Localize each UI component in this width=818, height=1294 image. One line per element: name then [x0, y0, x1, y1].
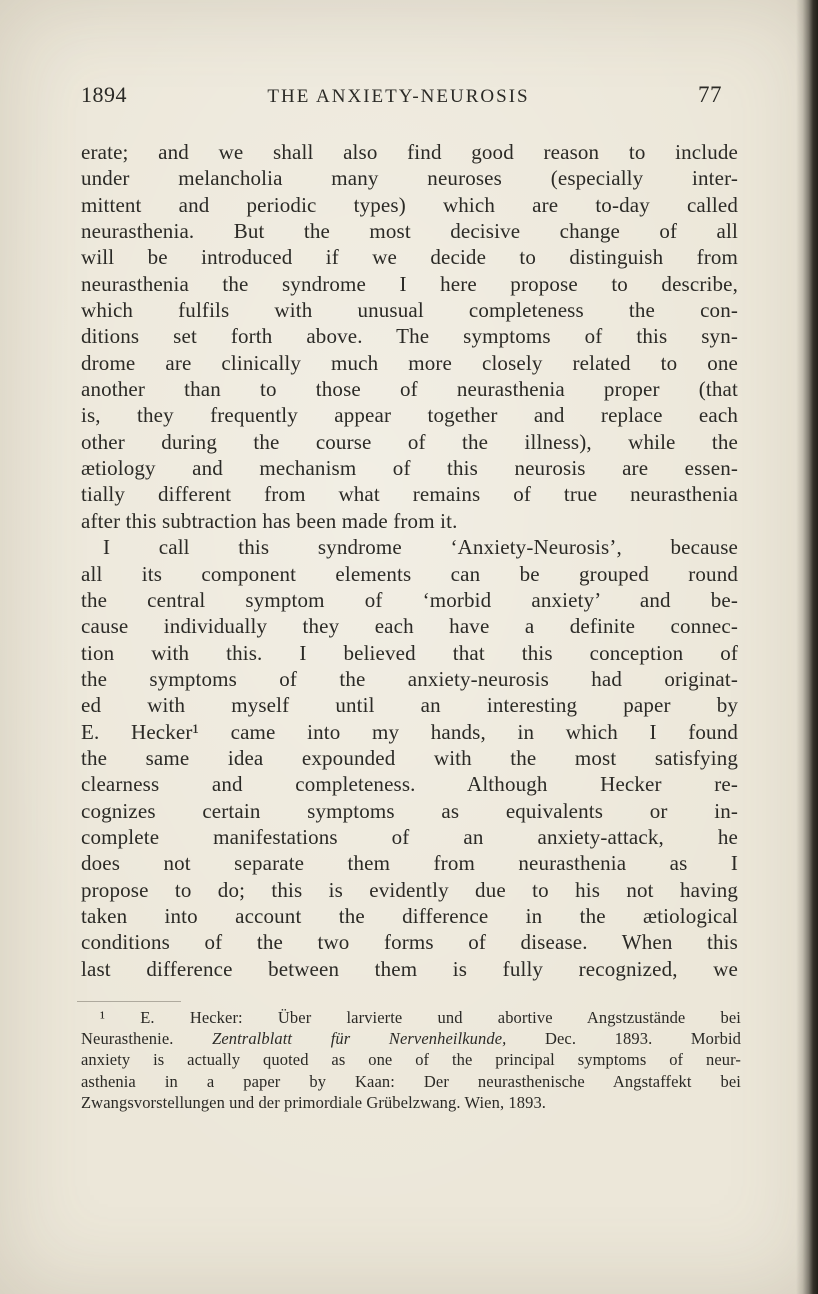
text-line: cause individually they each have a definite connec- [81, 614, 738, 639]
footnote-rule [77, 1001, 181, 1002]
text-line: will be introduced if we decide to distinguish from [81, 245, 738, 270]
text-line: clearness and completeness. Although Hecker re- [81, 772, 738, 797]
text-line: complete manifestations of an anxiety-attack, he [81, 824, 738, 849]
text-line: other during the course of the illness), while the [81, 429, 738, 454]
text-line: ætiology and mechanism of this neurosis are essen- [81, 456, 738, 481]
text-line: tion with this. I believed that this conception of [81, 640, 738, 665]
text-line: mittent and periodic types) which are to-day called [81, 192, 738, 217]
text-line: I call this syndrome ‘Anxiety-Neurosis’, because [103, 535, 738, 560]
text-line: is, they frequently appear together and replace each [81, 403, 738, 428]
footnote-line: Zwangsvorstellungen und der primordiale Grübelzwang. Wien, 1893. [81, 1092, 547, 1112]
text-line: which fulfils with unusual completeness the con- [81, 298, 738, 323]
text-line: the same idea expounded with the most satisfying [81, 745, 738, 770]
footnote [81, 1007, 741, 1113]
book-page-edge-shadow [796, 0, 818, 1294]
text-line: another than to those of neurasthenia proper (that [81, 377, 738, 402]
journal-title: Zentralblatt für Nervenheilkunde, [212, 1029, 507, 1049]
paragraph-1 [81, 139, 738, 534]
running-title: THE ANXIETY-NEUROSIS [267, 86, 530, 107]
footnote-line [81, 1028, 741, 1049]
page-number: 77 [698, 82, 722, 107]
text-line: ed with myself until an interesting paper by [81, 693, 738, 718]
text-line: under melancholia many neuroses (especially inter- [81, 166, 738, 191]
text-line: tially different from what remains of true neurasthenia [81, 482, 738, 507]
text-line: ditions set forth above. The symptoms of this syn- [81, 324, 738, 349]
page-body [81, 139, 738, 982]
text-line: does not separate them from neurasthenia as I [81, 851, 738, 876]
text-line: E. Hecker¹ came into my hands, in which I found [81, 719, 738, 744]
footnote-text-segment: Neurasthenie. [81, 1029, 213, 1049]
footnote-text-segment: Dec. 1893. Morbid [506, 1029, 741, 1049]
text-line: drome are clinically much more closely related to one [81, 350, 738, 375]
running-head [81, 82, 738, 108]
footnote-line: anxiety is actually quoted as one of the principal symptoms of neur- [81, 1050, 741, 1070]
paragraph-2 [81, 534, 738, 982]
text-line: conditions of the two forms of disease. When this [81, 930, 738, 955]
text-line: cognizes certain symptoms as equivalents or in- [81, 798, 738, 823]
text-line: neurasthenia the syndrome I here propose to describe, [81, 271, 738, 296]
footnote-line: asthenia in a paper by Kaan: Der neurasthenische Angstaffekt bei [81, 1071, 741, 1091]
text-line: neurasthenia. But the most decisive change of all [81, 219, 738, 244]
text-line: propose to do; this is evidently due to his not having [81, 877, 738, 902]
text-line: taken into account the difference in the ætiological [81, 903, 738, 928]
folio-year: 1894 [81, 82, 127, 107]
text-line: erate; and we shall also find good reason to include [81, 140, 738, 164]
text-line: after this subtraction has been made from it. [81, 508, 458, 533]
text-line: all its component elements can be grouped round [81, 561, 738, 586]
text-line: the symptoms of the anxiety-neurosis had originat- [81, 666, 738, 691]
text-line: last difference between them is fully recognized, we [81, 956, 738, 981]
footnote-line: ¹ E. Hecker: Über larvierte und abortive Angstzustände bei [100, 1008, 741, 1027]
text-line: the central symptom of ‘morbid anxiety’ and be- [81, 587, 738, 612]
